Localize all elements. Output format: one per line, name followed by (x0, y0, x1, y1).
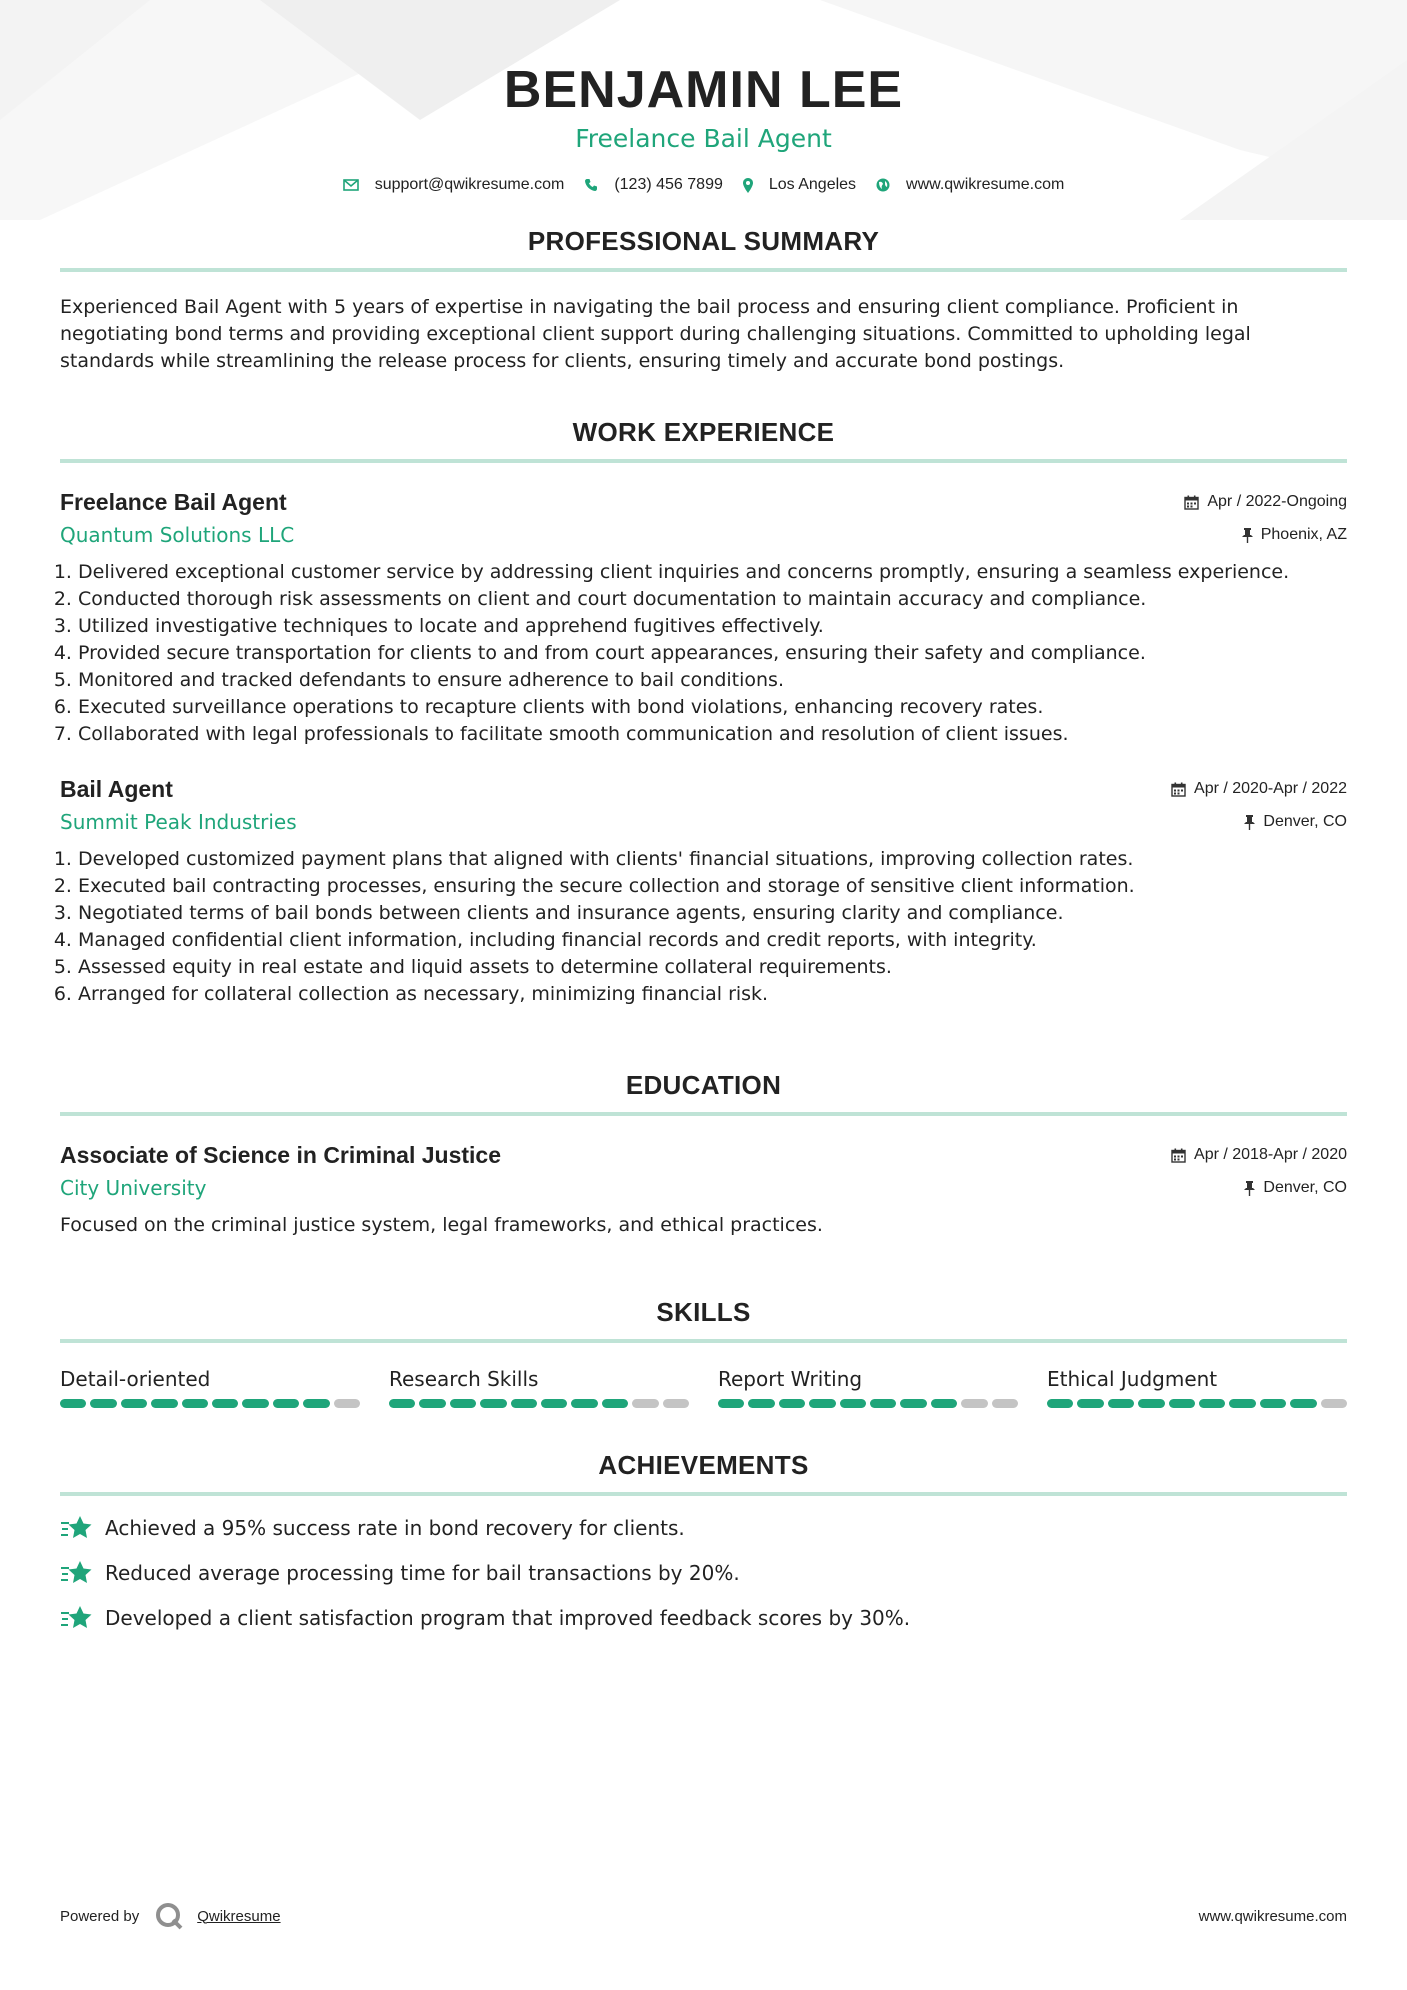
skill-segment-filled (60, 1399, 86, 1408)
company-name: Summit Peak Industries (60, 810, 297, 834)
candidate-name: BENJAMIN LEE (503, 61, 904, 119)
duty-item: 6. Arranged for collateral collection as necessary, minimizing financial risk. (78, 981, 1347, 1008)
skill-segment-filled (1108, 1399, 1134, 1408)
skill-segment-empty (334, 1399, 360, 1408)
calendar-icon (1184, 495, 1199, 510)
duty-item: 3. Negotiated terms of bail bonds between clients and insurance agents, ensuring clarity and compliance. (78, 900, 1347, 927)
skill-segment-filled (212, 1399, 238, 1408)
duty-item: 1. Delivered exceptional customer service by addressing client inquiries and concerns promptly, ensuring a seamless experience. (78, 559, 1347, 586)
education-dates (1171, 1144, 1347, 1166)
achievement-text: Achieved a 95% success rate in bond recovery for clients. (105, 1516, 685, 1540)
qwikresume-logo-icon (155, 1902, 183, 1930)
job-location-text: Denver, CO (1263, 813, 1347, 830)
skill-item (389, 1365, 689, 1408)
job-location (1242, 524, 1347, 546)
skill-segment-filled (1047, 1399, 1073, 1408)
powered-by (60, 1902, 281, 1930)
degree-title: Associate of Science in Criminal Justice (60, 1142, 501, 1168)
school-name: City University (60, 1176, 207, 1200)
skill-item (718, 1365, 1018, 1408)
job-location-text: Phoenix, AZ (1260, 526, 1347, 543)
duty-item: 2. Conducted thorough risk assessments on client and court documentation to maintain accuracy and compliance. (78, 586, 1347, 613)
star-icon (60, 1514, 93, 1542)
skill-name: Ethical Judgment (1047, 1367, 1218, 1391)
phone-text: (123) 456 7899 (614, 176, 723, 193)
job-entry (60, 487, 1347, 748)
skill-name: Detail-oriented (60, 1367, 211, 1391)
section-divider (60, 1492, 1347, 1496)
pushpin-icon (1242, 528, 1253, 543)
calendar-icon (1171, 782, 1186, 797)
education-section (60, 1068, 1347, 1239)
star-icon (60, 1604, 93, 1632)
skill-segment-filled (900, 1399, 926, 1408)
skill-segment-filled (121, 1399, 147, 1408)
calendar-icon (1171, 1148, 1186, 1163)
duties-list (60, 846, 1347, 1008)
skill-segment-filled (1138, 1399, 1164, 1408)
achievement-item (60, 1604, 1347, 1632)
skill-segment-empty (961, 1399, 987, 1408)
skills-grid (60, 1365, 1347, 1408)
job-title: Bail Agent (60, 776, 173, 802)
envelope-icon (343, 179, 359, 191)
skill-segment-empty (632, 1399, 658, 1408)
skill-segment-filled (90, 1399, 116, 1408)
education-entry (60, 1140, 1347, 1239)
skill-segment-filled (1260, 1399, 1286, 1408)
job-dates (1171, 778, 1347, 800)
achievement-text: Reduced average processing time for bail transactions by 20%. (105, 1561, 740, 1585)
duties-list (60, 559, 1347, 748)
skill-segment-filled (511, 1399, 537, 1408)
skill-segment-empty (663, 1399, 689, 1408)
education-heading: EDUCATION (625, 1070, 782, 1100)
achievement-item (60, 1559, 1347, 1587)
skill-segment-filled (450, 1399, 476, 1408)
skill-item (1047, 1365, 1347, 1408)
resume-header (60, 0, 1347, 194)
location-text: Los Angeles (768, 176, 857, 193)
education-dates-text: Apr / 2018-Apr / 2020 (1194, 1146, 1347, 1163)
duty-item: 3. Utilized investigative techniques to locate and apprehend fugitives effectively. (78, 613, 1347, 640)
map-pin-icon (743, 178, 753, 193)
page-footer (60, 1902, 1347, 1930)
powered-by-label: Powered by (60, 1907, 140, 1925)
skill-segment-filled (870, 1399, 896, 1408)
skill-segment-filled (1169, 1399, 1195, 1408)
skill-segment-filled (779, 1399, 805, 1408)
skill-segment-filled (242, 1399, 268, 1408)
achievement-text: Developed a client satisfaction program that improved feedback scores by 30%. (105, 1606, 911, 1630)
duty-item: 4. Provided secure transportation for clients to and from court appearances, ensuring their safety and compliance. (78, 640, 1347, 667)
section-divider (60, 268, 1347, 272)
job-title: Freelance Bail Agent (60, 489, 287, 515)
skill-segment-filled (1290, 1399, 1316, 1408)
duty-item: 6. Executed surveillance operations to recapture clients with bond violations, enhancing recovery rates. (78, 694, 1347, 721)
globe-icon (876, 178, 890, 192)
duty-item: 1. Developed customized payment plans that aligned with clients' financial situations, improving collection rates. (78, 846, 1347, 873)
skill-segment-filled (182, 1399, 208, 1408)
skill-segment-filled (273, 1399, 299, 1408)
duty-item: 5. Monitored and tracked defendants to ensure adherence to bail conditions. (78, 667, 1347, 694)
duty-item: 2. Executed bail contracting processes, ensuring the secure collection and storage of sensitive client information. (78, 873, 1347, 900)
skill-segment-filled (809, 1399, 835, 1408)
education-location-text: Denver, CO (1263, 1179, 1347, 1196)
section-divider (60, 1339, 1347, 1343)
skill-segment-filled (303, 1399, 329, 1408)
skill-segment-filled (541, 1399, 567, 1408)
contact-email[interactable] (343, 176, 565, 194)
achievements-section (60, 1448, 1347, 1632)
footer-website[interactable]: www.qwikresume.com (1198, 1907, 1347, 1925)
job-dates-text: Apr / 2020-Apr / 2022 (1194, 780, 1347, 797)
section-divider (60, 1112, 1347, 1116)
section-divider (60, 459, 1347, 463)
education-description: Focused on the criminal justice system, legal frameworks, and ethical practices. (60, 1214, 823, 1236)
skills-section (60, 1295, 1347, 1408)
achievements-list (60, 1514, 1347, 1632)
summary-heading: PROFESSIONAL SUMMARY (527, 226, 880, 256)
skills-heading: SKILLS (656, 1297, 751, 1327)
skill-segment-filled (718, 1399, 744, 1408)
skill-segment-filled (151, 1399, 177, 1408)
skill-segment-empty (1321, 1399, 1347, 1408)
job-entry (60, 774, 1347, 1008)
skill-rating-bar (389, 1399, 689, 1408)
contact-website[interactable] (876, 176, 1064, 194)
skill-segment-filled (571, 1399, 597, 1408)
skill-segment-filled (748, 1399, 774, 1408)
achievement-item (60, 1514, 1347, 1542)
pushpin-icon (1244, 1181, 1255, 1196)
summary-section (60, 224, 1347, 375)
skill-name: Research Skills (389, 1367, 539, 1391)
job-location (1244, 811, 1347, 833)
skill-name: Report Writing (718, 1367, 863, 1391)
skill-segment-filled (1229, 1399, 1255, 1408)
experience-heading: WORK EXPERIENCE (572, 417, 835, 447)
email-text: support@qwikresume.com (374, 176, 565, 193)
skill-segment-filled (389, 1399, 415, 1408)
skill-segment-filled (419, 1399, 445, 1408)
skill-rating-bar (1047, 1399, 1347, 1408)
skill-segment-empty (992, 1399, 1018, 1408)
skill-segment-filled (1199, 1399, 1225, 1408)
skill-segment-filled (480, 1399, 506, 1408)
job-dates (1184, 491, 1347, 513)
duty-item: 5. Assessed equity in real estate and liquid assets to determine collateral requirements. (78, 954, 1347, 981)
contact-phone[interactable] (584, 176, 723, 194)
duty-item: 4. Managed confidential client information, including financial records and credit reports, with integrity. (78, 927, 1347, 954)
skill-item (60, 1365, 360, 1408)
skill-segment-filled (931, 1399, 957, 1408)
company-name: Quantum Solutions LLC (60, 523, 295, 547)
skill-rating-bar (718, 1399, 1018, 1408)
summary-text: Experienced Bail Agent with 5 years of expertise in navigating the bail process and ensuring client compliance. Proficient in negotiating bond terms and providing exceptional client support during challenging situations. Committed to upholding legal standards while streamlining the release process for clients, ensuring timely and accurate bond postings. (60, 296, 1251, 372)
pushpin-icon (1244, 815, 1255, 830)
skill-segment-filled (1077, 1399, 1103, 1408)
candidate-title: Freelance Bail Agent (575, 124, 832, 153)
experience-section (60, 415, 1347, 1008)
skill-segment-filled (840, 1399, 866, 1408)
job-dates-text: Apr / 2022-Ongoing (1207, 493, 1347, 510)
phone-icon (584, 178, 598, 192)
brand-link[interactable]: Qwikresume (197, 1907, 281, 1925)
contact-location (743, 176, 856, 194)
education-location (1244, 1177, 1347, 1199)
achievements-heading: ACHIEVEMENTS (598, 1450, 809, 1480)
duty-item: 7. Collaborated with legal professionals to facilitate smooth communication and resolution of client issues. (78, 721, 1347, 748)
star-icon (60, 1559, 93, 1587)
website-text: www.qwikresume.com (906, 176, 1065, 193)
skill-segment-filled (602, 1399, 628, 1408)
skill-rating-bar (60, 1399, 360, 1408)
contact-bar (60, 176, 1347, 194)
